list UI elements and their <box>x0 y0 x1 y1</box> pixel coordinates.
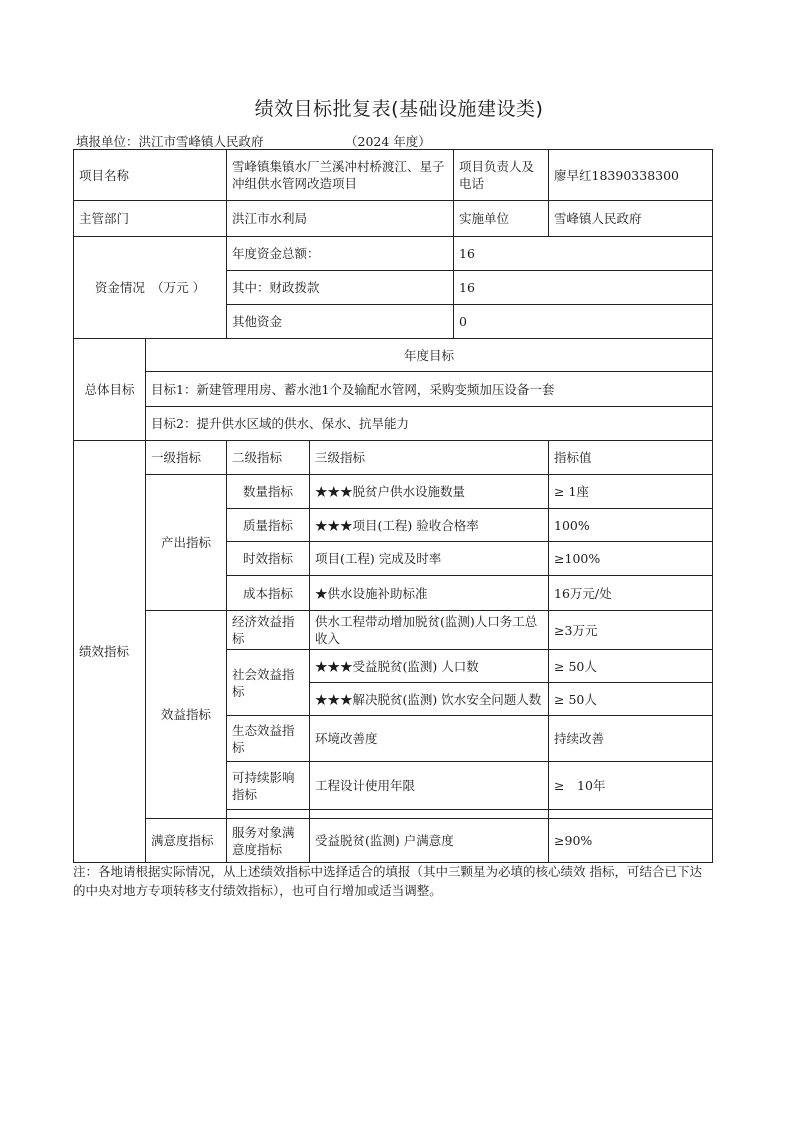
overall-goal-label: 总体目标 <box>74 339 146 441</box>
perf-row <box>74 475 713 509</box>
perf-label: 绩效指标 <box>74 441 146 863</box>
funds-other-value: 0 <box>454 305 713 339</box>
level3-cell: ★★★受益脱贫(监测) 人口数 <box>310 650 549 683</box>
footnote: 注：各地请根据实际情况，从上述绩效指标中选择适合的填报（其中三颗星为必填的核心绩效 指标，可结合已下达的中央对地方专项转移支付绩效指标），也可自行增加或适当调整。 <box>73 864 702 898</box>
value-cell: ≥100% <box>549 542 713 576</box>
value-cell: ≥ 50人 <box>549 683 713 716</box>
level2-cell: 服务对象满意度指标 <box>227 819 310 863</box>
level3-cell: 工程设计使用年限 <box>310 762 549 810</box>
perf-row <box>74 611 713 650</box>
funds-label: 资金情况 （万元 ） <box>74 237 227 339</box>
value-cell: ≥ 10年 <box>549 762 713 810</box>
level2-cell: 时效指标 <box>227 542 310 576</box>
impl-unit-value: 雪峰镇人民政府 <box>549 201 713 237</box>
level3-cell: ★★★脱贫户供水设施数量 <box>310 475 549 509</box>
page-title: 绩效目标批复表(基础设施建设类) <box>254 98 544 120</box>
satisfaction-label: 满意度指标 <box>146 819 227 863</box>
level2-cell: 数量指标 <box>227 475 310 509</box>
dept-row <box>74 201 713 237</box>
goal-item-1: 目标1：新建管理用房、蓄水池1个及输配水管网，采购变频加压设备一套 <box>146 372 713 407</box>
level2-cell: 成本指标 <box>227 576 310 611</box>
level1-header: 一级指标 <box>146 441 227 475</box>
value-cell: 持续改善 <box>549 716 713 762</box>
level3-cell: ★★★项目(工程) 验收合格率 <box>310 509 549 542</box>
project-row <box>74 150 713 201</box>
level3-cell: ★★★解决脱贫(监测) 饮水安全问题人数 <box>310 683 549 716</box>
level2-cell: 社会效益指标 <box>227 650 310 716</box>
spacer-cell <box>549 810 713 819</box>
filing-unit-label: 填报单位： <box>76 134 139 149</box>
level2-cell: 可持续影响指标 <box>227 762 310 810</box>
goal-item-2: 目标2：提升供水区域的供水、保水、抗旱能力 <box>146 407 713 441</box>
level2-cell: 质量指标 <box>227 509 310 542</box>
project-owner-value: 廖早红18390338300 <box>549 150 713 201</box>
value-cell: ≥ 1座 <box>549 475 713 509</box>
value-cell: ≥90% <box>549 819 713 863</box>
annual-goal-header: 年度目标 <box>146 339 713 372</box>
value-cell: 100% <box>549 509 713 542</box>
level3-cell: 受益脱贫(监测) 户满意度 <box>310 819 549 863</box>
level3-cell: 环境改善度 <box>310 716 549 762</box>
goals-row <box>74 407 713 441</box>
dept-value: 洪江市水利局 <box>227 201 454 237</box>
level3-header: 三级指标 <box>310 441 549 475</box>
project-owner-label: 项目负责人及电话 <box>454 150 549 201</box>
level3-cell: ★供水设施补助标准 <box>310 576 549 611</box>
level2-cell: 经济效益指标 <box>227 611 310 650</box>
output-label: 产出指标 <box>146 475 227 611</box>
project-name-label: 项目名称 <box>74 150 227 201</box>
project-name-value: 雪峰镇集镇水厂兰溪冲村桥渡江、星子冲组供水管网改造项目 <box>227 150 454 201</box>
funds-fiscal-value: 16 <box>454 271 713 305</box>
dept-label: 主管部门 <box>74 201 227 237</box>
goals-row <box>74 339 713 372</box>
level3-cell: 供水工程带动增加脱贫(监测)人口务工总收入 <box>310 611 549 650</box>
spacer-cell <box>227 810 310 819</box>
perf-header-row <box>74 441 713 475</box>
funds-total-value: 16 <box>454 237 713 271</box>
filing-year: （2024 年度） <box>345 134 431 149</box>
goals-row <box>74 372 713 407</box>
impl-unit-label: 实施单位 <box>454 201 549 237</box>
perf-row <box>74 819 713 863</box>
funds-fiscal-label: 其中：财政拨款 <box>227 271 454 305</box>
benefit-label: 效益指标 <box>146 611 227 819</box>
spacer-cell <box>310 810 549 819</box>
level2-header: 二级指标 <box>227 441 310 475</box>
funds-total-label: 年度资金总额： <box>227 237 454 271</box>
level2-cell: 生态效益指标 <box>227 716 310 762</box>
level3-cell: 项目(工程) 完成及时率 <box>310 542 549 576</box>
funds-other-label: 其他资金 <box>227 305 454 339</box>
value-cell: ≥ 50人 <box>549 650 713 683</box>
filing-unit-value: 洪江市雪峰镇人民政府 <box>138 134 264 149</box>
performance-target-table <box>73 149 713 863</box>
funds-row <box>74 237 713 271</box>
value-cell: ≥3万元 <box>549 611 713 650</box>
value-header: 指标值 <box>549 441 713 475</box>
filing-unit <box>76 132 264 150</box>
value-cell: 16万元/处 <box>549 576 713 611</box>
